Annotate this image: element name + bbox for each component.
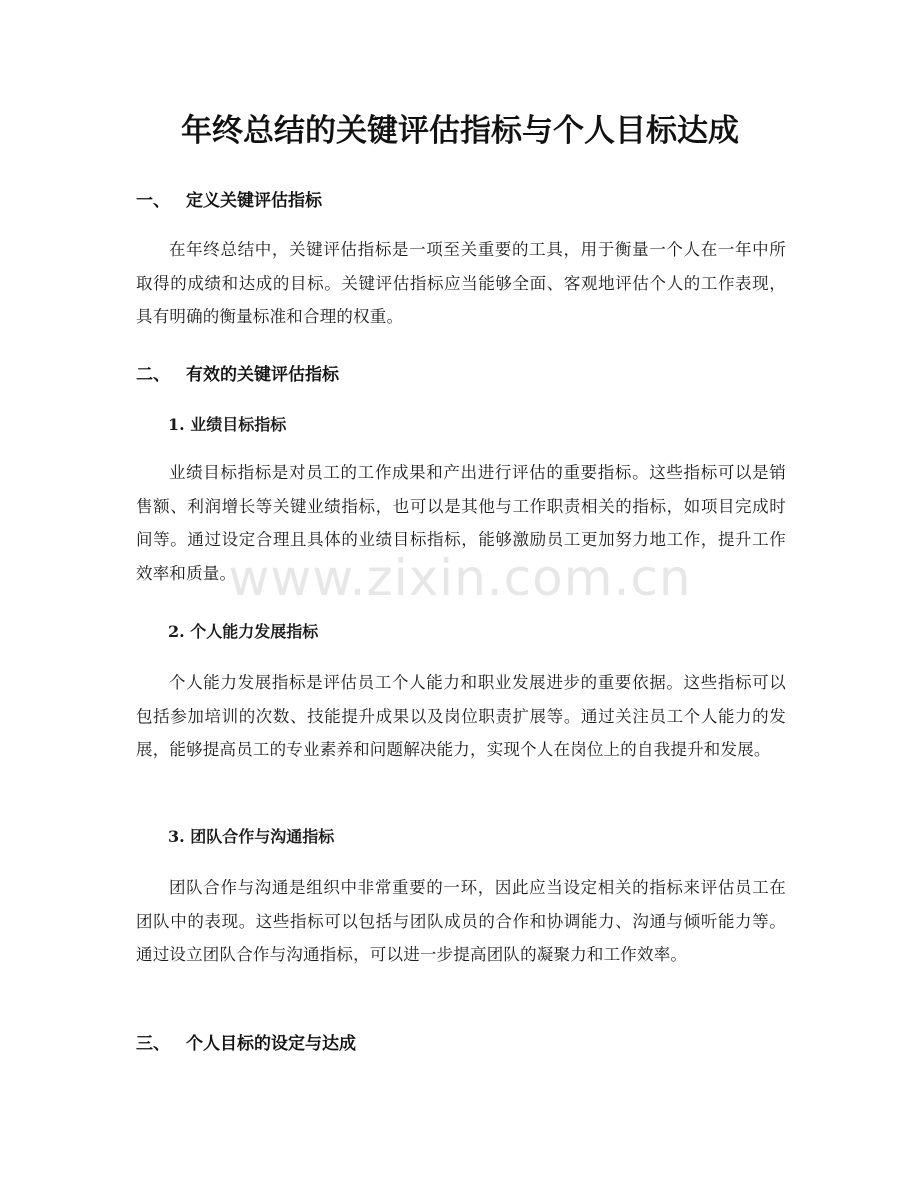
section-number: 三、 — [136, 1034, 170, 1054]
section-paragraph-1: 在年终总结中，关键评估指标是一项至关重要的工具，用于衡量一个人在一年中所取得的成绩和达成的目标。关键评估指标应当能够全面、客观地评估个人的工作表现，具有明确的衡量标准和合理的权重。 — [136, 240, 786, 326]
subsection-heading-2: 2. 个人能力发展指标 — [168, 622, 319, 641]
subsection-heading-1: 1. 业绩目标指标 — [168, 415, 287, 434]
section-title: 定义关键评估指标 — [186, 191, 322, 211]
section-heading-1 — [136, 188, 786, 214]
watermark: www.zixin.com.cn — [228, 549, 692, 607]
subsection-paragraph-1: 业绩目标指标是对员工的工作成果和产出进行评估的重要指标。这些指标可以是销售额、利润增长等关键业绩指标，也可以是其他与工作职责相关的指标，如项目完成时间等。通过设定合理且具体的业绩目标指标，能够激励员工更加努力地工作，提升工作效率和质量。 — [136, 463, 786, 583]
section-heading-3 — [136, 1031, 786, 1057]
subsection-paragraph-2: 个人能力发展指标是评估员工个人能力和职业发展进步的重要依据。这些指标可以包括参加培训的次数、技能提升成果以及岗位职责扩展等。通过关注员工个人能力的发展，能够提高员工的专业素养和问题解决能力，实现个人在岗位上的自我提升和发展。 — [136, 673, 786, 759]
subsection-paragraph-3: 团队合作与沟通是组织中非常重要的一环，因此应当设定相关的指标来评估员工在团队中的表现。这些指标可以包括与团队成员的合作和协调能力、沟通与倾听能力等。通过设立团队合作与沟通指标，可以进一步提高团队的凝聚力和工作效率。 — [136, 878, 786, 964]
section-number: 二、 — [136, 365, 170, 385]
section-title: 个人目标的设定与达成 — [186, 1034, 356, 1054]
subsection-heading-3: 3. 团队合作与沟通指标 — [168, 827, 335, 846]
section-number: 一、 — [136, 191, 170, 211]
section-title: 有效的关键评估指标 — [186, 365, 339, 385]
document-title: 年终总结的关键评估指标与个人目标达成 — [181, 113, 739, 149]
section-heading-2 — [136, 362, 786, 388]
